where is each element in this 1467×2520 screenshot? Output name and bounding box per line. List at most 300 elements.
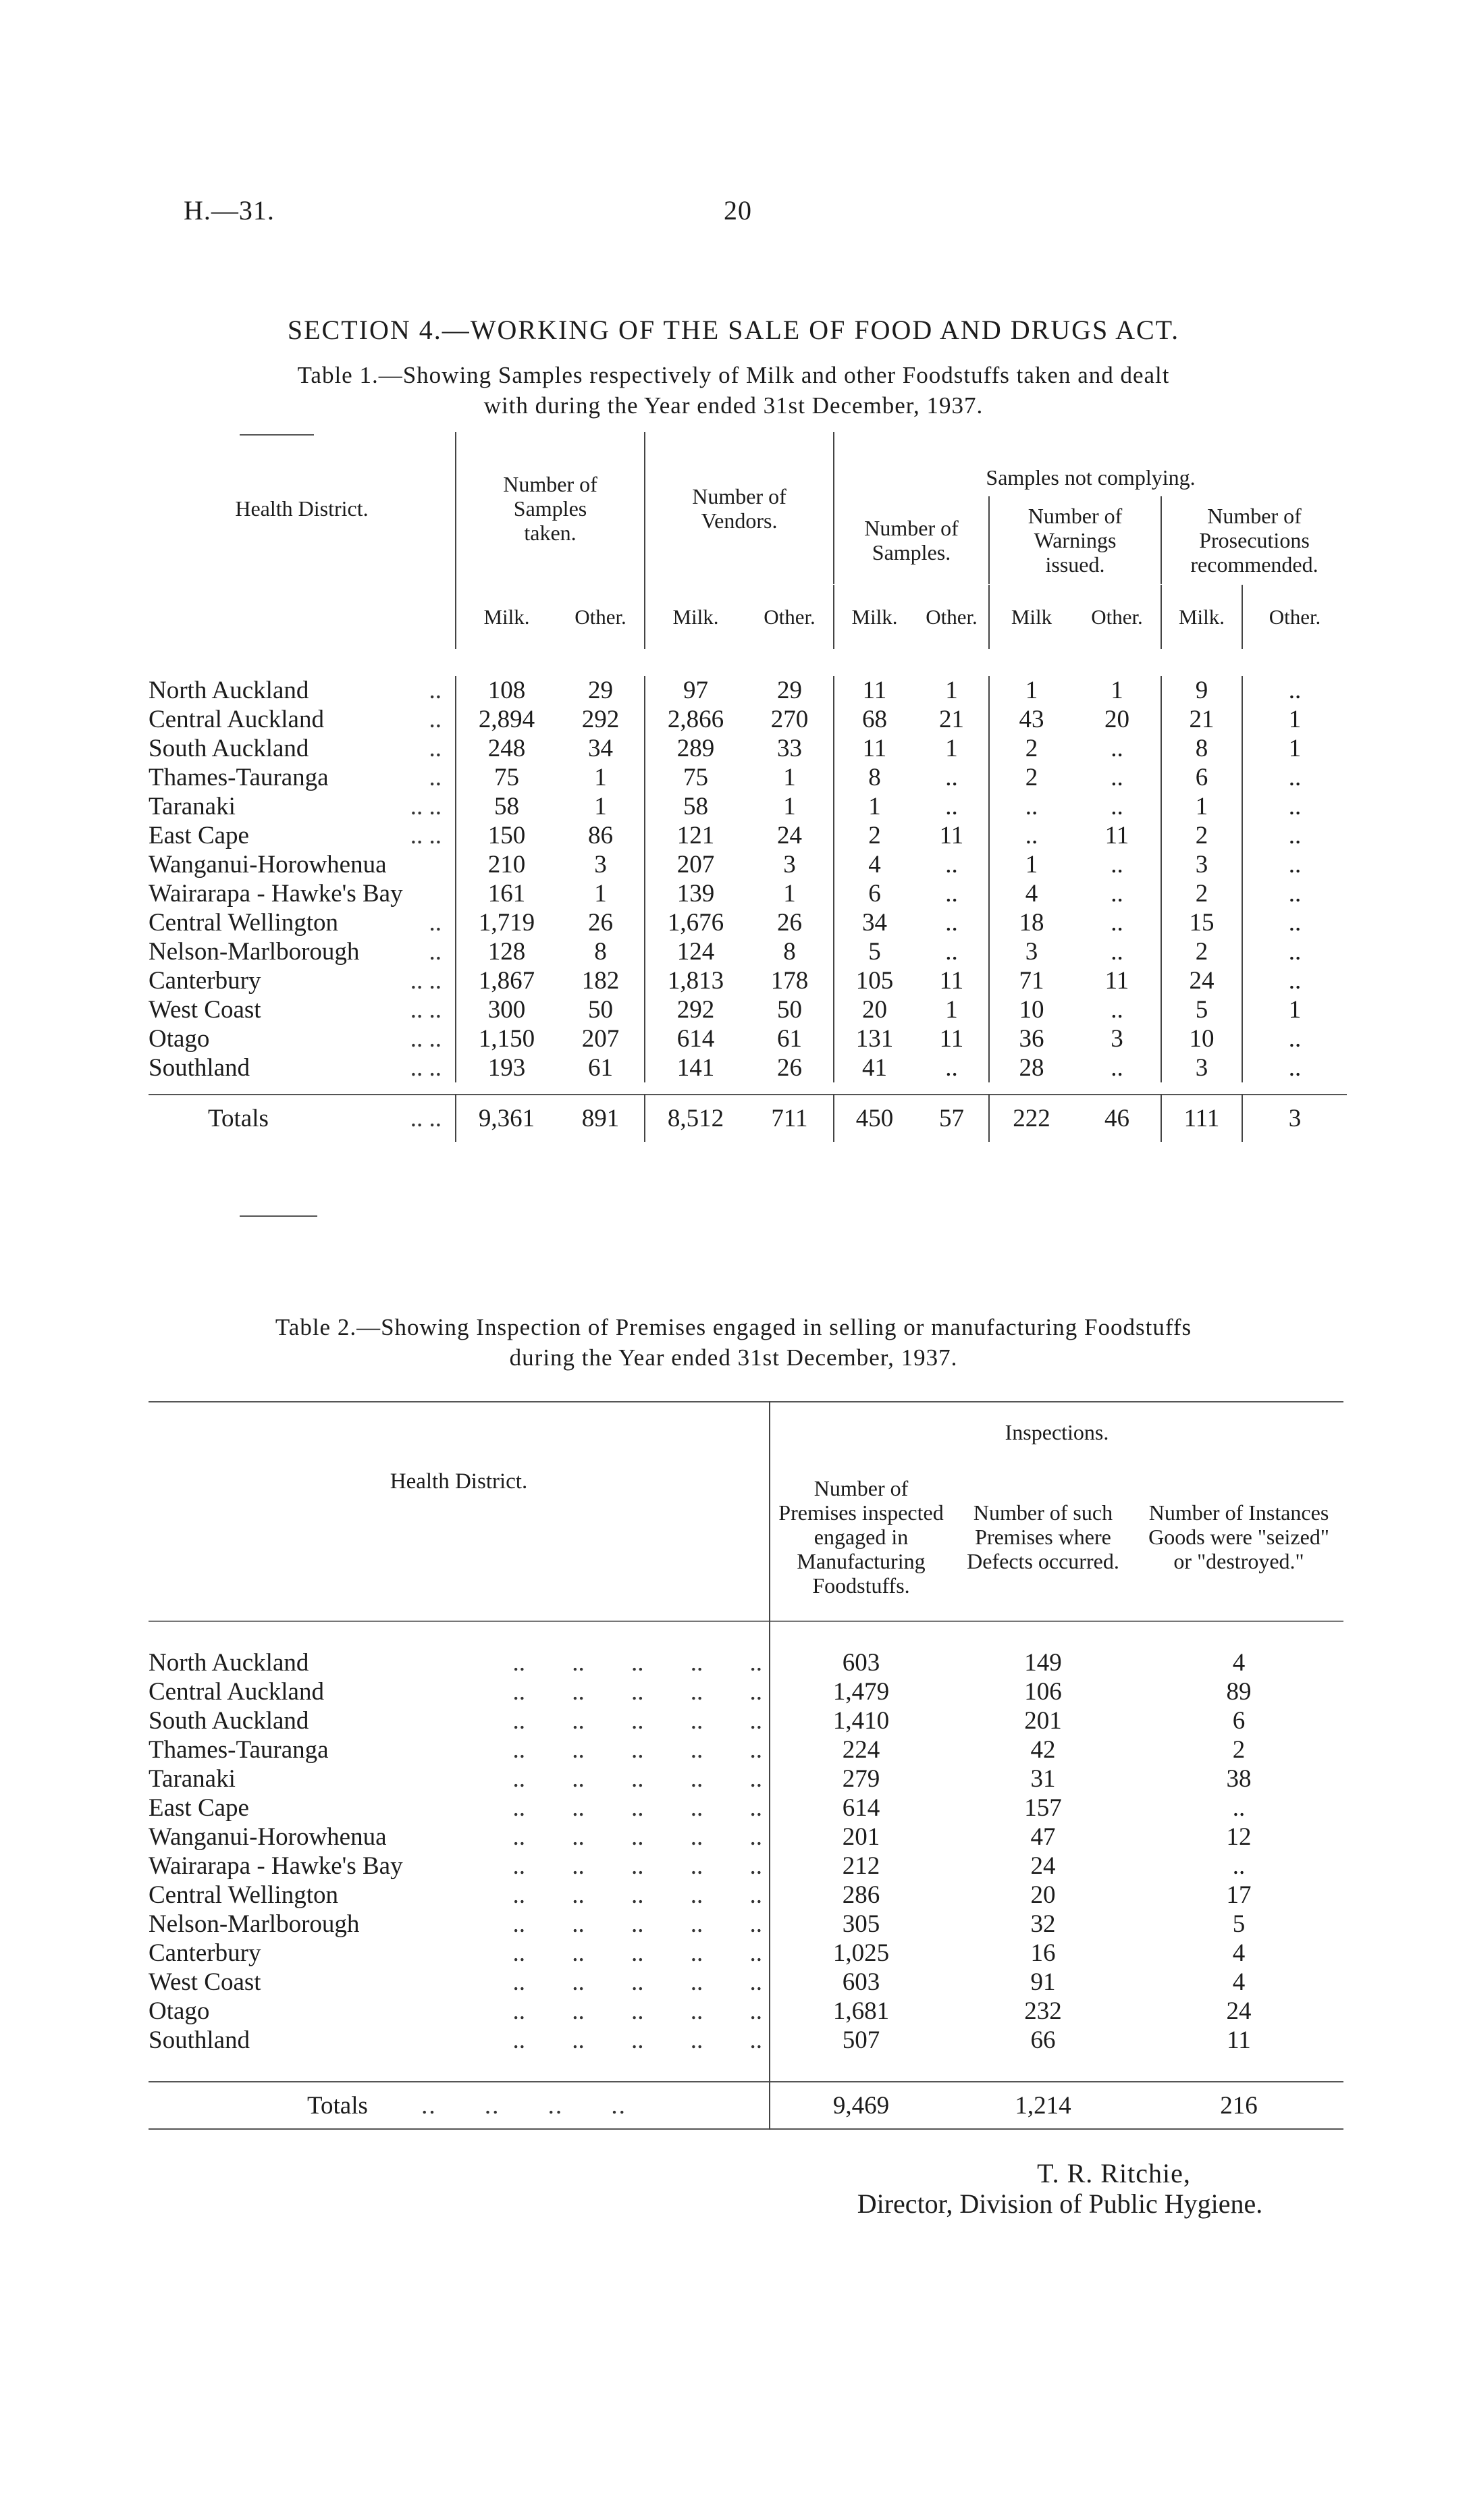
t1-district-name: West Coast [149, 996, 261, 1024]
table2-caption-line1: Table 2.—Showing Inspection of Premises engaged in selling or manufacturing Foodstuffs [275, 1314, 1192, 1340]
t1-value-cell: 3 [989, 937, 1073, 966]
t2-value-cell: 106 [1024, 1678, 1062, 1706]
t1-value-cell: .. [1242, 908, 1347, 937]
t2-district-cell [149, 1852, 770, 1881]
t1-value-cell: 3 [1161, 850, 1242, 879]
t1-value-cell: 11 [939, 1025, 964, 1053]
t1-value-cell: 24 [1161, 966, 1242, 995]
t2-value-cell: 279 [770, 1764, 952, 1793]
t2-district-dots: .. .. .. .. .. [512, 1910, 762, 1938]
t1-district-name: Wairarapa - Hawke's Bay [149, 880, 403, 908]
t1-value-cell: .. [1242, 966, 1347, 995]
t2-row [149, 1706, 1343, 1735]
t1-sub-milk: Milk. [1161, 585, 1242, 649]
t1-head-vendors: Number of Vendors. [645, 432, 834, 585]
t1-value-cell: 8 [834, 763, 915, 792]
t1-value-cell: .. [945, 851, 958, 878]
t1-value-cell: 1,719 [456, 908, 557, 937]
t2-value-cell: 4 [1232, 1649, 1246, 1677]
t1-district-name: Nelson-Marlborough [149, 938, 360, 966]
t2-total-cell: 1,214 [1015, 2091, 1071, 2120]
t1-value-cell: 21 [939, 706, 964, 733]
t1-value-cell: 128 [456, 937, 557, 966]
t1-head-not-complying: Samples not complying. [834, 432, 1347, 496]
t1-value-cell: 75 [645, 763, 746, 792]
t2-row [149, 1764, 1343, 1793]
t2-value-cell: 212 [770, 1852, 952, 1881]
t2-row [149, 1793, 1343, 1822]
t1-value-cell: 178 [770, 967, 809, 995]
t1-district-cell [149, 705, 456, 734]
t2-district-dots: .. .. .. .. .. [512, 1678, 762, 1706]
t1-value-cell: .. [989, 792, 1073, 821]
t1-value-cell: 207 [645, 850, 746, 879]
t1-value-cell: 105 [834, 966, 915, 995]
t1-value-cell: 5 [1161, 995, 1242, 1024]
t1-value-cell: 2 [1161, 937, 1242, 966]
t2-district-name: Wanganui-Horowhenua [149, 1823, 387, 1851]
t2-value-cell: 47 [1030, 1823, 1056, 1851]
t1-value-cell: .. [945, 793, 958, 820]
t1-value-cell: 1 [783, 764, 796, 791]
t1-district-cell [149, 1053, 456, 1082]
t1-value-cell: 1,150 [456, 1024, 557, 1053]
t2-value-cell: .. [1232, 1794, 1246, 1822]
t2-row [149, 1822, 1343, 1852]
t1-row [149, 850, 1347, 879]
t1-value-cell: 20 [1104, 706, 1129, 733]
t1-value-cell: 26 [777, 1054, 802, 1082]
table2-caption-line2: during the Year ended 31st December, 1937. [509, 1344, 958, 1371]
t2-row [149, 1881, 1343, 1910]
t1-value-cell: 2,894 [456, 705, 557, 734]
t2-head-premises: Number of Premises inspected engaged in Manufacturing Foodstuffs. [770, 1452, 952, 1621]
t1-district-cell [149, 995, 456, 1024]
t2-district-cell [149, 1764, 770, 1793]
t2-district-cell [149, 1822, 770, 1852]
t1-value-cell: 3 [1161, 1053, 1242, 1082]
t2-value-cell: 1,410 [770, 1706, 952, 1735]
t1-value-cell: 1 [945, 735, 958, 762]
t1-row [149, 937, 1347, 966]
t1-value-cell: 68 [834, 705, 915, 734]
t1-value-cell: 50 [588, 996, 613, 1024]
t2-totals-dots: .. .. .. .. [421, 2091, 626, 2120]
t1-row [149, 1053, 1347, 1082]
t1-value-cell: 10 [1161, 1024, 1242, 1053]
t1-totals-label: Totals [208, 1105, 269, 1132]
t2-value-cell: 42 [1030, 1736, 1056, 1764]
t1-value-cell: .. [1242, 676, 1347, 705]
t1-body [149, 676, 1347, 1082]
t1-district-cell [149, 763, 456, 792]
t1-value-cell: 270 [770, 706, 809, 733]
t1-row [149, 908, 1347, 937]
t1-value-cell: 131 [834, 1024, 915, 1053]
table1 [149, 432, 1347, 1142]
t1-value-cell: .. [1111, 851, 1123, 878]
t1-value-cell: 10 [989, 995, 1073, 1024]
t2-value-cell: 12 [1226, 1823, 1252, 1851]
t1-value-cell: 108 [456, 676, 557, 705]
t2-district-name: Wairarapa - Hawke's Bay [149, 1852, 403, 1880]
t1-value-cell: 26 [588, 909, 613, 937]
t1-district-dots: .. [429, 735, 442, 762]
table1-bottom-rule [240, 1215, 317, 1217]
t1-value-cell: .. [1111, 880, 1123, 908]
t1-value-cell: .. [1242, 850, 1347, 879]
t1-value-cell: 1 [1111, 677, 1123, 704]
t1-value-cell: 6 [1161, 763, 1242, 792]
t1-district-dots: .. [429, 764, 442, 791]
t1-value-cell: 33 [777, 735, 802, 762]
t1-value-cell: 1 [783, 793, 796, 820]
t1-district-dots: .. .. [410, 793, 442, 820]
t1-total-cell: 222 [989, 1095, 1073, 1142]
t2-row [149, 1852, 1343, 1881]
t1-value-cell: 3 [1111, 1025, 1123, 1053]
t2-district-name: Central Auckland [149, 1678, 324, 1706]
t1-district-name: Southland [149, 1054, 250, 1082]
t2-row [149, 1648, 1343, 1677]
t1-value-cell: 2 [989, 734, 1073, 763]
t1-value-cell: 61 [588, 1054, 613, 1082]
t2-value-cell: 6 [1232, 1707, 1246, 1735]
t1-head-num-samples: Number of Samples. [834, 496, 989, 584]
t1-row [149, 1024, 1347, 1053]
t1-value-cell: .. [1242, 937, 1347, 966]
t1-value-cell: 141 [645, 1053, 746, 1082]
t2-value-cell: 603 [770, 1648, 952, 1677]
t1-value-cell: .. [1242, 1053, 1347, 1082]
t1-district-dots: .. .. [410, 996, 442, 1024]
t1-value-cell: 1 [945, 677, 958, 704]
t1-value-cell: 8 [594, 938, 607, 966]
t1-value-cell: 3 [594, 851, 607, 878]
t2-value-cell: 31 [1030, 1765, 1056, 1793]
t1-value-cell: 1,867 [456, 966, 557, 995]
t2-value-cell: 232 [1024, 1997, 1062, 2025]
t2-district-cell [149, 1939, 770, 1968]
t2-district-name: Central Wellington [149, 1881, 338, 1909]
t1-district-cell [149, 908, 456, 937]
t1-district-cell [149, 937, 456, 966]
t1-district-name: Canterbury [149, 967, 261, 995]
t2-district-name: Thames-Tauranga [149, 1736, 329, 1764]
t1-district-dots: .. .. [410, 967, 442, 995]
t2-head-seized: Number of Instances Goods were "seized" or "destroyed." [1148, 1500, 1329, 1573]
t1-value-cell: .. [945, 764, 958, 791]
t2-value-cell: 16 [1030, 1939, 1056, 1967]
t1-value-cell: 15 [1161, 908, 1242, 937]
t2-district-dots: .. .. .. .. .. [512, 1881, 762, 1909]
t1-row [149, 966, 1347, 995]
t2-value-cell: 2 [1232, 1736, 1246, 1764]
t2-head-inspections: Inspections. [770, 1402, 1343, 1452]
t1-district-cell [149, 734, 456, 763]
t1-value-cell: 28 [989, 1053, 1073, 1082]
t2-district-dots: .. .. .. .. .. [512, 1736, 762, 1764]
t1-value-cell: 5 [834, 937, 915, 966]
t1-value-cell: 289 [645, 734, 746, 763]
t1-totals-row [149, 1095, 1347, 1142]
t1-value-cell: 6 [834, 879, 915, 908]
t1-total-cell: 3 [1242, 1095, 1347, 1142]
t1-district-dots: .. [429, 909, 442, 937]
t2-row [149, 1735, 1343, 1764]
t2-body [149, 1648, 1343, 2055]
t2-district-name: Otago [149, 1997, 210, 2025]
t1-district-name: Thames-Tauranga [149, 764, 329, 791]
t1-value-cell: 29 [777, 677, 802, 704]
section-title: SECTION 4.—WORKING OF THE SALE OF FOOD AND DRUGS ACT. [287, 315, 1180, 345]
t2-district-cell [149, 1968, 770, 1997]
t1-total-cell: 57 [939, 1105, 964, 1132]
t1-value-cell: 43 [989, 705, 1073, 734]
t1-district-name: Otago [149, 1025, 210, 1053]
t1-value-cell: 292 [645, 995, 746, 1024]
t1-sub-other: Other. [926, 604, 978, 629]
t1-value-cell: .. [1242, 792, 1347, 821]
t1-district-name: Wanganui-Horowhenua [149, 851, 387, 878]
t1-value-cell: 8 [1161, 734, 1242, 763]
t2-district-name: West Coast [149, 1968, 261, 1996]
t1-value-cell: 9 [1161, 676, 1242, 705]
t1-value-cell: 1 [594, 764, 607, 791]
t2-value-cell: 66 [1030, 2026, 1056, 2054]
t2-row [149, 1997, 1343, 2026]
t1-value-cell: 11 [1104, 967, 1129, 995]
t1-value-cell: .. [945, 1054, 958, 1082]
t1-value-cell: 4 [989, 879, 1073, 908]
t1-value-cell: .. [1111, 996, 1123, 1024]
t2-district-name: North Auckland [149, 1649, 309, 1677]
t1-row [149, 763, 1347, 792]
t1-row [149, 705, 1347, 734]
t1-district-cell [149, 850, 456, 879]
t1-value-cell: .. [1111, 735, 1123, 762]
t1-district-dots: .. .. [410, 822, 442, 849]
t1-value-cell: 36 [989, 1024, 1073, 1053]
t2-head-district: Health District. [390, 1469, 528, 1494]
t2-value-cell: 149 [1024, 1649, 1062, 1677]
t2-value-cell: 24 [1226, 1997, 1252, 2025]
t1-value-cell: 292 [581, 706, 620, 733]
t2-district-dots: .. .. .. .. .. [512, 1649, 762, 1677]
t2-value-cell: 201 [770, 1822, 952, 1852]
t1-value-cell: 161 [456, 879, 557, 908]
t1-value-cell: 1,813 [645, 966, 746, 995]
t2-totals-label: Totals [307, 2091, 368, 2120]
t1-value-cell: 58 [456, 792, 557, 821]
t1-value-cell: 1 [783, 880, 796, 908]
t1-value-cell: 248 [456, 734, 557, 763]
t1-value-cell: 41 [834, 1053, 915, 1082]
t1-value-cell: .. [1111, 793, 1123, 820]
t1-value-cell: 34 [588, 735, 613, 762]
t2-value-cell: 89 [1226, 1678, 1252, 1706]
t1-value-cell: 97 [645, 676, 746, 705]
t2-district-dots: .. .. .. .. .. [512, 2026, 762, 2054]
t1-district-dots: .. [429, 938, 442, 966]
t1-value-cell: 11 [939, 967, 964, 995]
t1-value-cell: 1 [945, 996, 958, 1024]
t2-value-cell: 305 [770, 1910, 952, 1939]
t1-value-cell: 2 [1161, 821, 1242, 850]
t1-value-cell: 11 [1104, 822, 1129, 849]
t1-total-cell: 9,361 [456, 1095, 557, 1142]
t1-district-cell [149, 792, 456, 821]
signature-name: T. R. Ritchie, [1037, 2158, 1191, 2188]
t2-value-cell: 32 [1030, 1910, 1056, 1938]
t1-value-cell: 1 [989, 850, 1073, 879]
t1-value-cell: 139 [645, 879, 746, 908]
t1-district-cell [149, 676, 456, 705]
t1-value-cell: 21 [1161, 705, 1242, 734]
t1-value-cell: 4 [834, 850, 915, 879]
t1-value-cell: .. [1242, 763, 1347, 792]
t2-value-cell: 1,025 [770, 1939, 952, 1968]
t1-value-cell: .. [1111, 938, 1123, 966]
t2-district-dots: .. .. .. .. .. [512, 1968, 762, 1996]
t2-district-dots: .. .. .. .. .. [512, 1794, 762, 1822]
t2-value-cell: 157 [1024, 1794, 1062, 1822]
t1-value-cell: 182 [581, 967, 620, 995]
t1-value-cell: 71 [989, 966, 1073, 995]
t1-district-dots: .. [429, 706, 442, 733]
t2-district-name: Nelson-Marlborough [149, 1910, 360, 1938]
table1-caption-line1: Table 1.—Showing Samples respectively of Milk and other Foodstuffs taken and dealt [297, 362, 1170, 388]
t1-head-district: Health District. [235, 496, 369, 521]
t1-sub-milk: Milk [989, 585, 1073, 649]
t2-value-cell: 17 [1226, 1881, 1252, 1909]
t1-value-cell: .. [1242, 821, 1347, 850]
t1-value-cell: .. [1111, 764, 1123, 791]
t2-district-cell [149, 1677, 770, 1706]
t1-sub-other: Other. [764, 604, 816, 629]
t1-head-warnings: Number of Warnings issued. [989, 496, 1161, 584]
t2-total-cell: 9,469 [770, 2082, 952, 2129]
page-reference: H.—31. [184, 195, 275, 226]
t2-district-name: Taranaki [149, 1765, 236, 1793]
t2-row [149, 1968, 1343, 1997]
t1-value-cell: 2 [989, 763, 1073, 792]
t1-value-cell: 2 [834, 821, 915, 850]
t1-district-cell [149, 879, 456, 908]
t1-total-cell: 450 [834, 1095, 915, 1142]
t1-value-cell: 1 [1161, 792, 1242, 821]
t1-row [149, 676, 1347, 705]
t1-value-cell: 50 [777, 996, 802, 1024]
table1-caption-line2: with during the Year ended 31st December, 1937. [483, 392, 984, 419]
t1-value-cell: 207 [581, 1025, 620, 1053]
t2-district-name: Canterbury [149, 1939, 261, 1967]
t1-district-cell [149, 821, 456, 850]
t1-value-cell: 2,866 [645, 705, 746, 734]
t1-value-cell: 34 [834, 908, 915, 937]
t2-district-dots: .. .. .. .. .. [512, 1939, 762, 1967]
t1-district-cell [149, 1024, 456, 1053]
t1-district-cell [149, 966, 456, 995]
t1-value-cell: 1 [1242, 705, 1347, 734]
t1-sub-milk: Milk. [456, 585, 557, 649]
t2-district-cell [149, 1706, 770, 1735]
t1-value-cell: 1 [834, 792, 915, 821]
t1-value-cell: .. [1242, 879, 1347, 908]
table2 [149, 1401, 1343, 2130]
t1-value-cell: 121 [645, 821, 746, 850]
signature-title: Director, Division of Public Hygiene. [857, 2188, 1263, 2219]
t2-district-dots: .. .. .. .. .. [512, 1823, 762, 1851]
t2-value-cell: 224 [770, 1735, 952, 1764]
t1-district-name: Central Wellington [149, 909, 338, 937]
t1-value-cell: 1 [1242, 995, 1347, 1024]
t1-sub-other: Other. [575, 604, 626, 629]
t1-value-cell: .. [945, 880, 958, 908]
t1-sub-milk: Milk. [834, 585, 915, 649]
t2-row [149, 1910, 1343, 1939]
t2-value-cell: 11 [1227, 2026, 1251, 2054]
t1-value-cell: 614 [645, 1024, 746, 1053]
t1-total-cell: 46 [1104, 1105, 1129, 1132]
t1-value-cell: 1,676 [645, 908, 746, 937]
t2-value-cell: 5 [1232, 1910, 1246, 1938]
t1-value-cell: 75 [456, 763, 557, 792]
t1-totals-dots: .. .. [410, 1105, 442, 1132]
t2-row [149, 1677, 1343, 1706]
t1-row [149, 734, 1347, 763]
t2-value-cell: 4 [1232, 1968, 1246, 1996]
t1-value-cell: .. [989, 821, 1073, 850]
t2-value-cell: 507 [770, 2026, 952, 2055]
t1-district-name: Taranaki [149, 793, 236, 820]
t1-total-cell: 891 [581, 1105, 620, 1132]
t1-row [149, 821, 1347, 850]
t1-value-cell: 8 [783, 938, 796, 966]
t2-district-name: South Auckland [149, 1707, 309, 1735]
t2-value-cell: 201 [1024, 1707, 1062, 1735]
t2-row [149, 2026, 1343, 2055]
t1-value-cell: .. [1111, 909, 1123, 937]
t1-district-name: South Auckland [149, 735, 309, 762]
t1-value-cell: .. [1242, 1024, 1347, 1053]
t2-value-cell: 1,479 [770, 1677, 952, 1706]
t1-value-cell: 11 [834, 676, 915, 705]
t1-row [149, 879, 1347, 908]
t1-value-cell: 18 [989, 908, 1073, 937]
t2-totals-row [149, 2082, 1343, 2129]
t1-sub-other: Other. [1091, 604, 1143, 629]
t1-district-dots: .. [429, 677, 442, 704]
t2-district-name: Southland [149, 2026, 250, 2054]
t1-sub-milk: Milk. [645, 585, 746, 649]
t1-district-name: East Cape [149, 822, 249, 849]
t2-head-defects: Number of such Premises where Defects occurred. [967, 1500, 1119, 1573]
t1-value-cell: 20 [834, 995, 915, 1024]
t2-district-cell [149, 1735, 770, 1764]
t1-value-cell: 3 [783, 851, 796, 878]
t1-value-cell: 210 [456, 850, 557, 879]
t2-value-cell: 286 [770, 1881, 952, 1910]
t1-value-cell: .. [1111, 1054, 1123, 1082]
t2-total-cell: 216 [1220, 2091, 1258, 2120]
t1-district-dots: .. .. [410, 1025, 442, 1053]
t2-value-cell: 24 [1030, 1852, 1056, 1880]
t1-value-cell: 1 [1242, 734, 1347, 763]
t1-district-name: North Auckland [149, 677, 309, 704]
t2-value-cell: 38 [1226, 1765, 1252, 1793]
t2-district-cell [149, 1881, 770, 1910]
